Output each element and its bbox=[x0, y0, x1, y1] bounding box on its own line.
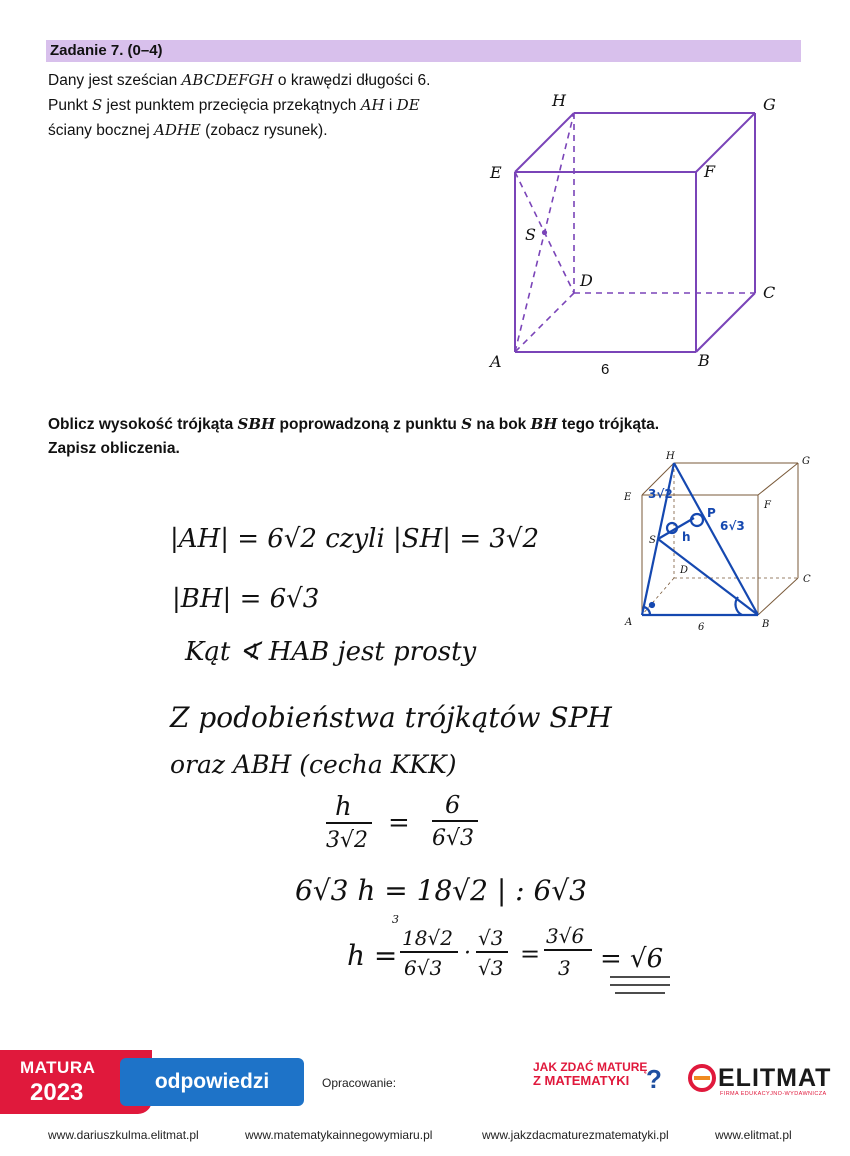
intro-math: AH bbox=[360, 96, 385, 114]
intro-math: ADHE bbox=[153, 121, 201, 139]
handwritten-solution bbox=[140, 515, 700, 995]
intro-text: (zobacz rysunek). bbox=[200, 122, 328, 139]
intro-math: DE bbox=[396, 96, 420, 114]
task-title: Zadanie 7. (0–4) bbox=[50, 42, 163, 59]
result-fraction-num: 18√2 bbox=[402, 926, 453, 950]
footer-link[interactable]: www.dariuszkulma.elitmat.pl bbox=[48, 1128, 199, 1142]
sketch-label-ph: 6√3 bbox=[720, 519, 745, 533]
label-B: B bbox=[698, 351, 710, 370]
task-text: poprowadzoną z punktu bbox=[275, 416, 462, 433]
intro-text: Dany jest sześcian bbox=[48, 72, 182, 89]
task-instruction: Zapisz obliczenia. bbox=[48, 440, 180, 457]
fraction-eq: = bbox=[388, 808, 410, 838]
jak-logo-line-2: Z MATEMATYKI bbox=[533, 1073, 630, 1088]
label-S: S bbox=[525, 225, 536, 244]
task-math: S bbox=[461, 415, 473, 433]
sketch-label-P: P bbox=[707, 506, 716, 520]
footer-link[interactable]: www.elitmat.pl bbox=[715, 1128, 792, 1142]
intro-math: ABCDEFGH bbox=[181, 71, 274, 89]
solution-line-3: Kąt ∢ HAB jest prosty bbox=[185, 637, 477, 667]
label-E: E bbox=[490, 163, 502, 182]
task-header-bar bbox=[46, 40, 801, 62]
elitmat-logo-name[interactable]: ELITMAT bbox=[718, 1064, 832, 1092]
jak-logo-question: ? bbox=[646, 1064, 662, 1094]
sketch-label-E: E bbox=[624, 492, 632, 503]
sketch-label-C: C bbox=[803, 574, 811, 585]
fraction-1-num: h bbox=[335, 792, 352, 822]
intro-text: i bbox=[384, 97, 397, 114]
jak-zdac-logo[interactable] bbox=[533, 1061, 647, 1087]
intro-text: jest punktem przecięcia przekątnych bbox=[102, 97, 361, 114]
result-mult-num: √3 bbox=[478, 926, 504, 950]
elitmat-logo-icon bbox=[688, 1064, 716, 1092]
cancel-mark: 3 bbox=[392, 913, 399, 926]
edge-EH bbox=[515, 113, 574, 172]
label-C: C bbox=[763, 283, 776, 302]
point-S bbox=[542, 230, 547, 235]
edge-CB bbox=[696, 293, 755, 352]
result-eq: = bbox=[520, 940, 541, 968]
sketch-label-h: h bbox=[682, 530, 691, 544]
intro-text: o krawędzi długości 6. Punkt bbox=[48, 72, 431, 114]
task-text: tego trójkąta. bbox=[557, 416, 660, 433]
sketch-label-S: S bbox=[649, 535, 656, 546]
result-simplified-den: 3 bbox=[558, 956, 571, 980]
solution-line-1: |AH| = 6√2 czyli |SH| = 3√2 bbox=[170, 524, 540, 554]
prepared-by-label: Opracowanie: bbox=[322, 1076, 397, 1090]
sketch-label-A: A bbox=[625, 617, 633, 628]
footer-link[interactable]: www.jakzdacmaturezmatematyki.pl bbox=[482, 1128, 669, 1142]
matura-year: 2023 bbox=[30, 1079, 84, 1106]
elitmat-logo-subtitle: FIRMA EDUKACYJNO-WYDAWNICZA bbox=[720, 1091, 827, 1097]
sketch-label-F: F bbox=[764, 500, 771, 511]
fraction-2-den: 6√3 bbox=[432, 826, 475, 851]
footer-link[interactable]: www.matematykainnegowymiaru.pl bbox=[245, 1128, 433, 1142]
fraction-2-num: 6 bbox=[445, 791, 461, 819]
solution-line-2: |BH| = 6√3 bbox=[172, 584, 320, 614]
task-math: SBH bbox=[237, 415, 276, 433]
sketch-label-edge: 6 bbox=[698, 622, 705, 633]
result-h: h = bbox=[347, 939, 398, 972]
task-text: Oblicz wysokość trójkąta bbox=[48, 416, 238, 433]
sketch-label-H: H bbox=[666, 451, 675, 462]
matura-label: MATURA bbox=[20, 1058, 96, 1077]
solution-line-5: oraz ABH (cecha KKK) bbox=[170, 750, 457, 779]
intro-text: ściany bocznej bbox=[48, 122, 154, 139]
label-F: F bbox=[704, 162, 716, 181]
result-mult-den: √3 bbox=[478, 956, 504, 980]
solution-line-7: 6√3 h = 18√2 | : 6√3 bbox=[295, 874, 587, 907]
label-A: A bbox=[490, 352, 502, 371]
task-intro bbox=[48, 68, 438, 143]
jak-logo-line-1: JAK ZDAĆ MATURĘ bbox=[533, 1060, 648, 1074]
result-simplified-num: 3√6 bbox=[546, 924, 585, 948]
intro-math: S bbox=[91, 96, 103, 114]
cube-figure bbox=[470, 82, 790, 382]
answers-button[interactable]: odpowiedzi bbox=[120, 1058, 304, 1106]
sketch-label-sh: 3√2 bbox=[648, 487, 673, 501]
edge-DA bbox=[515, 293, 574, 352]
task-math: BH bbox=[530, 415, 558, 433]
sketch-label-B: B bbox=[762, 619, 770, 630]
label-H: H bbox=[552, 91, 566, 110]
task-text: na bok bbox=[472, 416, 531, 433]
result-final: = √6 bbox=[600, 944, 664, 974]
solution-line-4: Z podobieństwa trójkątów SPH bbox=[170, 701, 612, 734]
sketch-label-G: G bbox=[802, 456, 810, 467]
result-fraction-den: 6√3 bbox=[404, 956, 443, 980]
label-G: G bbox=[763, 95, 776, 114]
label-edge-length: 6 bbox=[601, 361, 610, 378]
result-dot: · bbox=[464, 941, 471, 966]
sketch-label-D: D bbox=[680, 565, 689, 576]
label-D: D bbox=[580, 271, 593, 290]
fraction-1-den: 3√2 bbox=[326, 828, 369, 853]
